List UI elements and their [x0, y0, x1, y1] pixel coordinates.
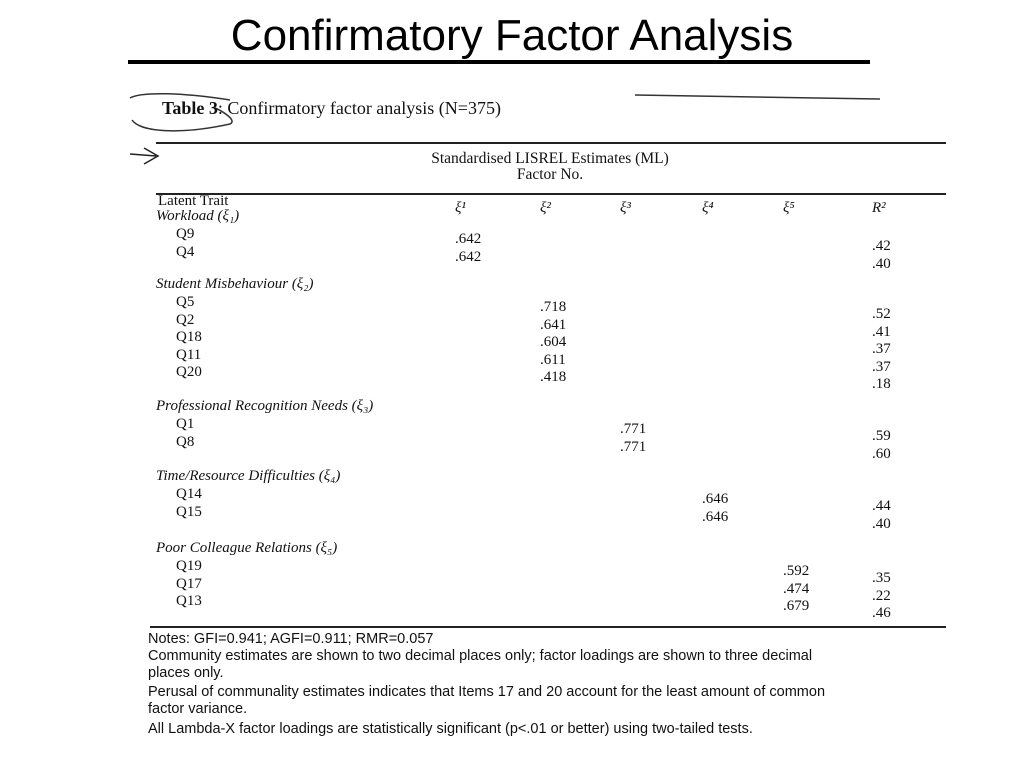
group-label: Poor Colleague Relations (ξ₅): [156, 540, 338, 556]
r2-value: .40: [872, 515, 891, 532]
r2-value: .40: [872, 255, 891, 272]
top-rule: [156, 142, 946, 144]
r2-value: .37: [872, 358, 891, 375]
item-label: Q18: [176, 329, 202, 345]
column-header: ξ¹: [455, 200, 466, 216]
r2-value: .59: [872, 428, 891, 444]
latent-trait-label: Latent Trait: [158, 193, 229, 209]
loading-value: .642: [455, 248, 482, 265]
slide-title: Confirmatory Factor Analysis: [230, 11, 794, 60]
item-label: Q14: [176, 486, 202, 502]
item-label: Q19: [176, 558, 202, 574]
r2-value: .52: [872, 306, 891, 322]
table-caption-label: Table 3: [162, 98, 218, 118]
loading-value: .592: [783, 563, 810, 579]
column-header: ξ³: [620, 200, 631, 216]
notes-line-4: Perusal of communality estimates indicates that Items 17 and 20 account for the least amount of common: [148, 684, 826, 700]
loading-value: .642: [455, 231, 482, 247]
item-label: Q13: [176, 593, 202, 609]
r2-value: .60: [872, 445, 891, 462]
column-header: ξ⁴: [702, 200, 714, 216]
group-label: Workload (ξ₁): [156, 208, 240, 224]
scanned-document: [120, 80, 950, 750]
r2-value: .18: [872, 376, 891, 392]
header-rule: [156, 193, 946, 195]
column-header: ξ²: [540, 200, 551, 216]
r2-value: .44: [872, 498, 891, 514]
item-label: Q20: [176, 364, 202, 380]
column-header: R²: [872, 200, 886, 216]
notes-line-6: All Lambda-X factor loadings are statistically significant (p<.01 or better) using two-tailed tests.: [148, 721, 753, 737]
title-underline: [128, 60, 870, 64]
loading-value: .646: [702, 508, 729, 525]
group-label: Time/Resource Difficulties (ξ₄): [156, 468, 341, 484]
column-header: ξ⁵: [783, 200, 795, 216]
item-label: Q1: [176, 416, 195, 432]
loading-value: .646: [702, 491, 729, 507]
item-label: Q17: [176, 575, 202, 592]
item-label: Q15: [176, 503, 202, 520]
factor-heading: Factor No.: [516, 166, 584, 183]
table-caption-text: : Confirmatory factor analysis (N=375): [217, 98, 501, 118]
loading-value: .771: [620, 421, 647, 437]
notes-line-5: factor variance.: [148, 701, 248, 717]
group-label: Professional Recognition Needs (ξ₃): [156, 398, 374, 414]
loading-value: .474: [783, 580, 810, 597]
notes-line-3: places only.: [148, 665, 224, 681]
loading-value: .418: [540, 369, 567, 385]
r2-value: .22: [872, 587, 891, 604]
loading-value: .641: [540, 316, 567, 333]
item-label: Q2: [176, 311, 195, 328]
loading-value: .679: [783, 598, 810, 614]
item-label: Q8: [176, 433, 195, 450]
r2-value: .46: [872, 605, 891, 621]
item-label: Q5: [176, 294, 195, 310]
table-caption: [162, 98, 501, 119]
r2-value: .37: [872, 341, 891, 357]
loading-value: .604: [540, 334, 567, 350]
notes-line-2: Community estimates are shown to two decimal places only; factor loadings are shown to three decimal: [148, 648, 813, 664]
loading-value: .718: [540, 299, 567, 315]
estimates-heading: Standardised LISREL Estimates (ML): [431, 150, 669, 167]
r2-value: .42: [872, 238, 891, 254]
group-label: Student Misbehaviour (ξ₂): [156, 276, 314, 292]
notes-line-1: Notes: GFI=0.941; AGFI=0.911; RMR=0.057: [148, 631, 434, 647]
item-label: Q4: [176, 243, 195, 260]
item-label: Q11: [176, 346, 202, 363]
r2-value: .41: [872, 323, 891, 340]
bottom-rule: [150, 626, 946, 628]
loading-value: .771: [620, 438, 647, 455]
r2-value: .35: [872, 570, 891, 586]
item-label: Q9: [176, 226, 195, 242]
loading-value: .611: [540, 351, 566, 368]
